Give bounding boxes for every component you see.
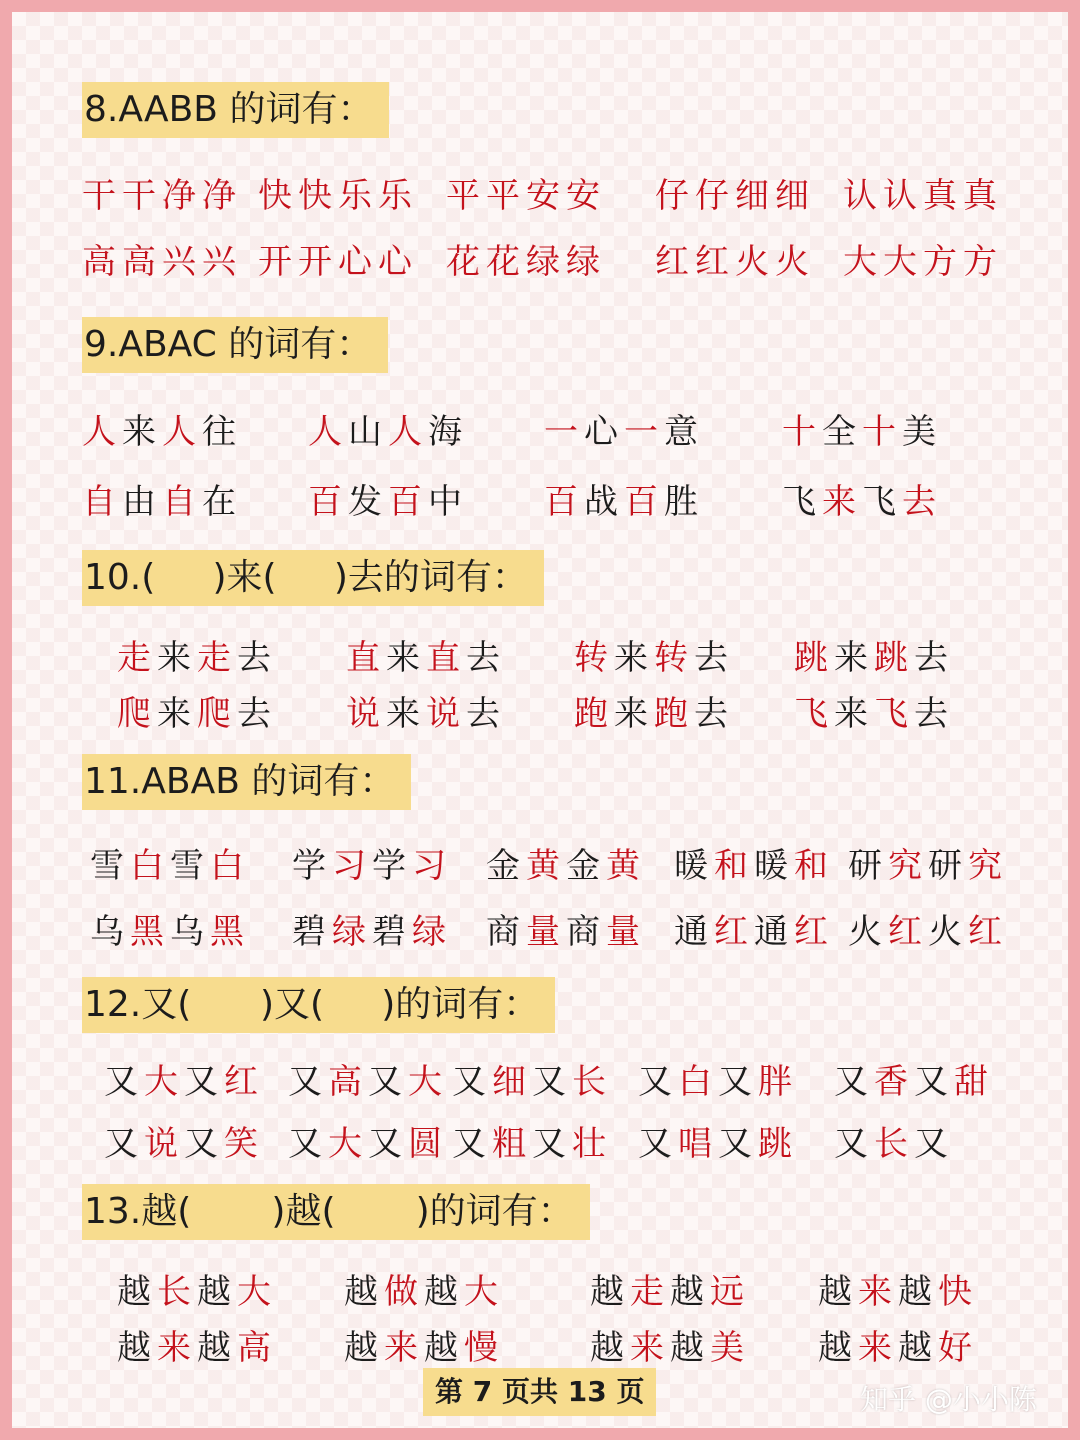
char: 越 xyxy=(344,1272,384,1312)
char: 又 xyxy=(914,1124,954,1164)
highlighted-char: 白 xyxy=(678,1062,718,1102)
word xyxy=(82,478,242,526)
word xyxy=(843,238,1003,286)
highlighted-char: 飞 xyxy=(794,694,834,734)
char: 来 xyxy=(386,638,426,678)
char: 又 xyxy=(288,1062,328,1102)
highlighted-char: 来 xyxy=(630,1328,670,1368)
highlighted-char: 绿 xyxy=(412,912,452,952)
word-row xyxy=(12,1058,1068,1106)
char: 越 xyxy=(344,1328,384,1368)
highlighted-char: 百 xyxy=(308,482,348,522)
char: 来 xyxy=(386,694,426,734)
word xyxy=(117,1324,277,1372)
highlighted-char: 跑 xyxy=(654,694,694,734)
word xyxy=(258,238,418,286)
word xyxy=(452,1058,612,1106)
highlighted-char: 转 xyxy=(574,638,614,678)
section-heading: 9.ABAC 的词有： xyxy=(82,317,388,373)
highlighted-char: 飞 xyxy=(874,694,914,734)
char: 来 xyxy=(122,412,162,452)
highlighted-char: 大 xyxy=(464,1272,504,1312)
highlighted-char: 细 xyxy=(492,1062,532,1102)
char: 越 xyxy=(424,1272,464,1312)
char: 又 xyxy=(638,1062,678,1102)
highlighted-char: 说 xyxy=(426,694,466,734)
highlighted-char: 高 xyxy=(237,1328,277,1368)
highlighted-char: 大 xyxy=(237,1272,277,1312)
word xyxy=(638,1058,798,1106)
highlighted-char: 和 xyxy=(794,846,834,886)
highlighted-char: 百 xyxy=(544,482,584,522)
highlighted-char: 白 xyxy=(130,846,170,886)
highlighted-char: 红红火火 xyxy=(655,242,815,282)
char: 来 xyxy=(834,638,874,678)
highlighted-char: 大 xyxy=(408,1062,448,1102)
highlighted-char: 做 xyxy=(384,1272,424,1312)
highlighted-char: 干干净净 xyxy=(82,176,242,216)
char: 来 xyxy=(157,638,197,678)
word-row xyxy=(12,238,1068,286)
highlighted-char: 粗 xyxy=(492,1124,532,1164)
word xyxy=(574,634,734,682)
char: 去 xyxy=(694,694,734,734)
char: 雪 xyxy=(170,846,210,886)
char: 心 xyxy=(584,412,624,452)
char: 又 xyxy=(452,1062,492,1102)
char: 美 xyxy=(902,412,942,452)
section-heading: 8.AABB 的词有： xyxy=(82,82,389,138)
char: 发 xyxy=(348,482,388,522)
highlighted-char: 大大方方 xyxy=(843,242,1003,282)
char: 来 xyxy=(614,694,654,734)
word xyxy=(782,478,942,526)
highlighted-char: 大 xyxy=(144,1062,184,1102)
char: 火 xyxy=(928,912,968,952)
word xyxy=(104,1120,264,1168)
highlighted-char: 白 xyxy=(210,846,250,886)
char: 火 xyxy=(848,912,888,952)
char: 又 xyxy=(532,1062,572,1102)
char: 越 xyxy=(898,1272,938,1312)
highlighted-char: 十 xyxy=(862,412,902,452)
char: 又 xyxy=(184,1062,224,1102)
highlighted-char: 来 xyxy=(858,1328,898,1368)
highlighted-char: 量 xyxy=(526,912,566,952)
highlighted-char: 走 xyxy=(630,1272,670,1312)
highlighted-char: 百 xyxy=(388,482,428,522)
page xyxy=(12,12,1068,1428)
word-row xyxy=(12,1268,1068,1316)
char: 越 xyxy=(590,1328,630,1368)
word xyxy=(782,408,942,456)
section-heading: 13.越( )越( )的词有： xyxy=(82,1184,590,1240)
word xyxy=(82,172,242,220)
word xyxy=(655,238,815,286)
word-row xyxy=(12,1120,1068,1168)
highlighted-char: 人 xyxy=(388,412,428,452)
char: 意 xyxy=(664,412,704,452)
word-row xyxy=(12,634,1068,682)
char: 乌 xyxy=(170,912,210,952)
char: 碧 xyxy=(292,912,332,952)
highlighted-char: 爬 xyxy=(117,694,157,734)
word-row xyxy=(12,408,1068,456)
highlighted-char: 说 xyxy=(144,1124,184,1164)
word xyxy=(794,690,954,738)
char: 通 xyxy=(754,912,794,952)
char: 飞 xyxy=(862,482,902,522)
highlighted-char: 黄 xyxy=(606,846,646,886)
word xyxy=(117,634,277,682)
word xyxy=(638,1120,798,1168)
char: 越 xyxy=(818,1328,858,1368)
char: 越 xyxy=(818,1272,858,1312)
highlighted-char: 人 xyxy=(162,412,202,452)
highlighted-char: 来 xyxy=(858,1272,898,1312)
char: 金 xyxy=(486,846,526,886)
highlighted-char: 和 xyxy=(714,846,754,886)
highlighted-char: 仔仔细细 xyxy=(655,176,815,216)
word-row xyxy=(12,690,1068,738)
word xyxy=(818,1324,978,1372)
highlighted-char: 唱 xyxy=(678,1124,718,1164)
highlighted-char: 习 xyxy=(412,846,452,886)
highlighted-char: 黑 xyxy=(210,912,250,952)
word xyxy=(655,172,815,220)
word xyxy=(344,1268,504,1316)
highlighted-char: 平平安安 xyxy=(446,176,606,216)
char: 乌 xyxy=(90,912,130,952)
word-row xyxy=(12,842,1068,890)
char: 碧 xyxy=(372,912,412,952)
highlighted-char: 来 xyxy=(384,1328,424,1368)
char: 飞 xyxy=(782,482,822,522)
char: 去 xyxy=(237,638,277,678)
highlighted-char: 快快乐乐 xyxy=(258,176,418,216)
char: 来 xyxy=(157,694,197,734)
word xyxy=(834,1058,994,1106)
char: 又 xyxy=(914,1062,954,1102)
char: 又 xyxy=(368,1062,408,1102)
word xyxy=(834,1120,954,1168)
highlighted-char: 跑 xyxy=(574,694,614,734)
char: 中 xyxy=(428,482,468,522)
char: 去 xyxy=(694,638,734,678)
highlighted-char: 开开心心 xyxy=(258,242,418,282)
highlighted-char: 一 xyxy=(624,412,664,452)
char: 越 xyxy=(197,1272,237,1312)
word xyxy=(486,842,646,890)
section-heading: 12.又( )又( )的词有： xyxy=(82,977,555,1033)
watermark: 知乎 @小小陈 xyxy=(860,1383,1037,1416)
highlighted-char: 自 xyxy=(82,482,122,522)
word xyxy=(590,1324,750,1372)
word xyxy=(288,1120,448,1168)
highlighted-char: 慢 xyxy=(464,1328,504,1368)
char: 去 xyxy=(466,638,506,678)
char: 山 xyxy=(348,412,388,452)
char: 通 xyxy=(674,912,714,952)
highlighted-char: 香 xyxy=(874,1062,914,1102)
highlighted-char: 转 xyxy=(654,638,694,678)
word xyxy=(843,172,1003,220)
word xyxy=(90,842,250,890)
highlighted-char: 长 xyxy=(157,1272,197,1312)
word xyxy=(674,842,834,890)
word xyxy=(544,408,704,456)
highlighted-char: 黄 xyxy=(526,846,566,886)
char: 去 xyxy=(466,694,506,734)
highlighted-char: 百 xyxy=(624,482,664,522)
word xyxy=(590,1268,750,1316)
char: 去 xyxy=(914,638,954,678)
char: 越 xyxy=(590,1272,630,1312)
highlighted-char: 十 xyxy=(782,412,822,452)
word xyxy=(308,478,468,526)
char: 海 xyxy=(428,412,468,452)
highlighted-char: 美 xyxy=(710,1328,750,1368)
word-row xyxy=(12,908,1068,956)
highlighted-char: 红 xyxy=(794,912,834,952)
highlighted-char: 快 xyxy=(938,1272,978,1312)
word-row xyxy=(12,172,1068,220)
word xyxy=(486,908,646,956)
highlighted-char: 胖 xyxy=(758,1062,798,1102)
highlighted-char: 量 xyxy=(606,912,646,952)
char: 又 xyxy=(104,1124,144,1164)
char: 越 xyxy=(670,1272,710,1312)
char: 学 xyxy=(372,846,412,886)
char: 在 xyxy=(202,482,242,522)
highlighted-char: 长 xyxy=(572,1062,612,1102)
highlighted-char: 笑 xyxy=(224,1124,264,1164)
highlighted-char: 直 xyxy=(426,638,466,678)
char: 越 xyxy=(117,1272,157,1312)
char: 全 xyxy=(822,412,862,452)
word xyxy=(292,908,452,956)
char: 金 xyxy=(566,846,606,886)
char: 又 xyxy=(368,1124,408,1164)
char: 往 xyxy=(202,412,242,452)
section-heading: 11.ABAB 的词有： xyxy=(82,754,411,810)
char: 学 xyxy=(292,846,332,886)
char: 商 xyxy=(486,912,526,952)
highlighted-char: 走 xyxy=(197,638,237,678)
page-counter: 第 7 页共 13 页 xyxy=(423,1368,656,1416)
highlighted-char: 究 xyxy=(968,846,1008,886)
char: 雪 xyxy=(90,846,130,886)
highlighted-char: 红 xyxy=(714,912,754,952)
char: 又 xyxy=(104,1062,144,1102)
highlighted-char: 爬 xyxy=(197,694,237,734)
char: 越 xyxy=(670,1328,710,1368)
highlighted-char: 一 xyxy=(544,412,584,452)
word xyxy=(452,1120,612,1168)
highlighted-char: 人 xyxy=(308,412,348,452)
highlighted-char: 自 xyxy=(162,482,202,522)
highlighted-char: 来 xyxy=(822,482,862,522)
highlighted-char: 去 xyxy=(902,482,942,522)
char: 又 xyxy=(452,1124,492,1164)
char: 研 xyxy=(928,846,968,886)
word xyxy=(82,408,242,456)
char: 来 xyxy=(834,694,874,734)
word xyxy=(446,238,606,286)
char: 由 xyxy=(122,482,162,522)
highlighted-char: 究 xyxy=(888,846,928,886)
highlighted-char: 习 xyxy=(332,846,372,886)
word-row xyxy=(12,478,1068,526)
highlighted-char: 红 xyxy=(888,912,928,952)
word xyxy=(848,908,1008,956)
highlighted-char: 高高兴兴 xyxy=(82,242,242,282)
highlighted-char: 绿 xyxy=(332,912,372,952)
highlighted-char: 大 xyxy=(328,1124,368,1164)
word xyxy=(258,172,418,220)
word xyxy=(308,408,468,456)
char: 又 xyxy=(638,1124,678,1164)
char: 暖 xyxy=(754,846,794,886)
highlighted-char: 长 xyxy=(874,1124,914,1164)
highlighted-char: 认认真真 xyxy=(843,176,1003,216)
word xyxy=(117,1268,277,1316)
char: 又 xyxy=(718,1062,758,1102)
word xyxy=(346,634,506,682)
char: 越 xyxy=(898,1328,938,1368)
char: 又 xyxy=(184,1124,224,1164)
highlighted-char: 直 xyxy=(346,638,386,678)
highlighted-char: 甜 xyxy=(954,1062,994,1102)
word xyxy=(544,478,704,526)
word xyxy=(344,1324,504,1372)
highlighted-char: 好 xyxy=(938,1328,978,1368)
char: 又 xyxy=(834,1062,874,1102)
highlighted-char: 远 xyxy=(710,1272,750,1312)
word xyxy=(848,842,1008,890)
word xyxy=(288,1058,448,1106)
highlighted-char: 走 xyxy=(117,638,157,678)
highlighted-char: 红 xyxy=(968,912,1008,952)
highlighted-char: 黑 xyxy=(130,912,170,952)
char: 暖 xyxy=(674,846,714,886)
word xyxy=(446,172,606,220)
word xyxy=(818,1268,978,1316)
word xyxy=(117,690,277,738)
highlighted-char: 圆 xyxy=(408,1124,448,1164)
highlighted-char: 来 xyxy=(157,1328,197,1368)
highlighted-char: 红 xyxy=(224,1062,264,1102)
section-heading: 10.( )来( )去的词有： xyxy=(82,550,544,606)
highlighted-char: 人 xyxy=(82,412,122,452)
char: 又 xyxy=(718,1124,758,1164)
highlighted-char: 跳 xyxy=(874,638,914,678)
word xyxy=(674,908,834,956)
word xyxy=(574,690,734,738)
char: 战 xyxy=(584,482,624,522)
char: 去 xyxy=(914,694,954,734)
char: 越 xyxy=(117,1328,157,1368)
char: 去 xyxy=(237,694,277,734)
highlighted-char: 说 xyxy=(346,694,386,734)
word-row xyxy=(12,1324,1068,1372)
char: 又 xyxy=(834,1124,874,1164)
highlighted-char: 跳 xyxy=(794,638,834,678)
char: 又 xyxy=(288,1124,328,1164)
highlighted-char: 高 xyxy=(328,1062,368,1102)
highlighted-char: 花花绿绿 xyxy=(446,242,606,282)
char: 商 xyxy=(566,912,606,952)
word xyxy=(794,634,954,682)
char: 来 xyxy=(614,638,654,678)
char: 又 xyxy=(532,1124,572,1164)
word xyxy=(104,1058,264,1106)
char: 越 xyxy=(197,1328,237,1368)
word xyxy=(82,238,242,286)
highlighted-char: 壮 xyxy=(572,1124,612,1164)
char: 越 xyxy=(424,1328,464,1368)
word xyxy=(292,842,452,890)
word xyxy=(90,908,250,956)
highlighted-char: 跳 xyxy=(758,1124,798,1164)
word xyxy=(346,690,506,738)
char: 胜 xyxy=(664,482,704,522)
char: 研 xyxy=(848,846,888,886)
